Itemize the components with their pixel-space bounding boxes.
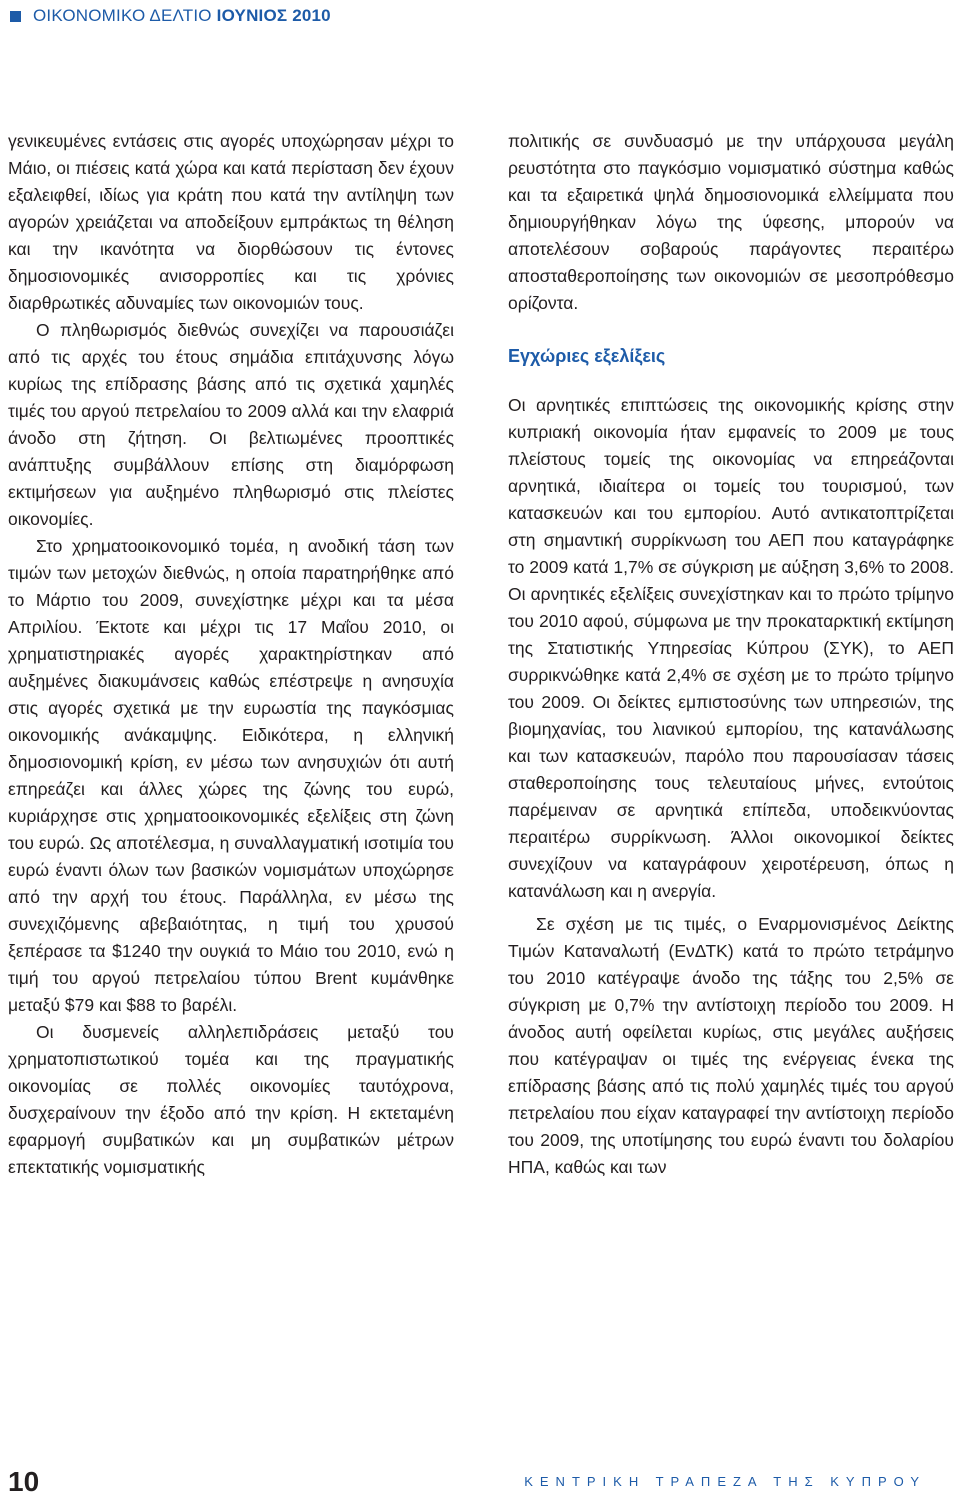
issue-date: ΙΟΥΝΙΟΣ 2010 xyxy=(216,6,331,25)
left-paragraph-2: Ο πληθωρισμός διεθνώς συνεχίζει να παρουσιάζει από τις αρχές του έτους σημάδια επιτάχυνσης λόγω κυρίως της επίδρασης βάσης από τις σχετικά χαμηλές τιμές του αργού πετρελαίου το 2009 αλλά και την ελαφριά άνοδο στη ζήτηση. Οι βελτιωμένες προοπτικές ανάπτυξης συμβάλλουν επίσης στη διαμόρφωση εκτιμήσεων για αυξημένο πληθωρισμό στις πλείστες οικονομίες. xyxy=(8,320,454,529)
section-heading: Εγχώριες εξελίξεις xyxy=(508,346,666,366)
header-square-marker xyxy=(10,11,21,22)
publisher-name: ΚΕΝΤΡΙΚΗ ΤΡΑΠΕΖΑ ΤΗΣ ΚΥΠΡΟΥ xyxy=(524,1474,926,1489)
left-paragraph-1: γενικευμένες εντάσεις στις αγορές υποχώρησαν μέχρι το Μάιο, οι πιέσεις κατά χώρα και κατά περίσταση δεν έχουν εξαλειφθεί, ιδίως για κράτη που κατά την αντίληψη των αγορών χρειάζεται να αποδείξουν εμπράκτως τη θέληση και την ικανότητα να διορθώσουν τις έντονες δημοσιονομικές ανισορροπίες και τις χρόνιες διαρθρωτικές αδυναμίες των οικονομιών τους. xyxy=(8,131,454,313)
right-paragraph-2: Οι αρνητικές επιπτώσεις της οικονομικής κρίσης στην κυπριακή οικονομία ήταν εμφανείς το 2009 με τους πλείστους τομείς της οικονομίας να επηρεάζονται αρνητικά, ιδιαίτερα οι τομείς του τουρισμού, των κατασκευών και του εμπορίου. Αυτό αντικατοπτρίζεται στη σημαντική συρρίκνωση του ΑΕΠ που καταγράφηκε το 2009 κατά 1,7% σε σύγκριση με αύξηση 3,6% το 2008. Οι αρνητικές εξελίξεις συνεχίστηκαν και το πρώτο τρίμηνο του 2010 αφού, σύμφωνα με την προκαταρκτική εκτίμηση της Στατιστικής Υπηρεσίας Κύπρου (ΣΥΚ), το ΑΕΠ συρρικνώθηκε κατά 2,4% σε σχέση με το πρώτο τρίμηνο του 2009. Οι δείκτες εμπιστοσύνης των υπηρεσιών, της βιομηχανίας, του λιανικού εμπορίου, της κατανάλωσης και των κατασκευών, παρόλο που παρουσίασαν τάσεις σταθεροποίησης τους τελευταίους μήνες, εντούτοις παρέμειναν σε αρνητικά επίπεδα, υποδεικνύοντας περαιτέρω συρρίκνωση. Άλλοι οικονομικοί δείκτες συνεχίζουν να καταγράφουν χειροτέρευση, όπως η κατανάλωση και η ανεργία. xyxy=(508,395,954,901)
right-column xyxy=(508,128,954,1181)
right-paragraph-3: Σε σχέση με τις τιμές, ο Εναρμονισμένος Δείκτης Τιμών Καταναλωτή (ΕνΔΤΚ) κατά το πρώτο τετράμηνο του 2010 κατέγραψε άνοδο της τάξης του 2,5% σε σύγκριση με 0,7% την αντίστοιχη περίοδο του 2009. Η άνοδος αυτή οφείλεται κυρίως, στις μεγάλες αυξήσεις που κατέγραψαν οι τιμές της ενέργειας ένεκα της επίδρασης βάσης από τις πολύ χαμηλές τιμές του αργού πετρελαίου που είχαν καταγραφεί την αντίστοιχη περίοδο του 2009, της υποτίμησης του ευρώ έναντι του δολαρίου ΗΠΑ, καθώς και των xyxy=(508,914,954,1177)
header-title xyxy=(33,6,331,26)
page-number: 10 xyxy=(8,1466,40,1497)
left-paragraph-4: Οι δυσμενείς αλληλεπιδράσεις μεταξύ του χρηματοπιστωτικού τομέα και της πραγματικής οικονομίας σε πολλές οικονομίες ταυτόχρονα, δυσχεραίνουν την έξοδο από την κρίση. Η εκτεταμένη εφαρμογή συμβατικών και μη συμβατικών μέτρων επεκτατικής νομισματικής xyxy=(8,1022,454,1177)
bulletin-title: ΟΙΚΟΝΟΜΙΚΟ ΔΕΛΤΙΟ xyxy=(33,6,212,25)
left-paragraph-3: Στο χρηματοοικονομικό τομέα, η ανοδική τάση των τιμών των μετοχών διεθνώς, η οποία παρατηρήθηκε από το Μάρτιο του 2009, συνεχίστηκε μέχρι και τα μέσα Απριλίου. Έκτοτε και μέχρι τις 17 Μαΐου 2010, οι χρηματιστηριακές αγορές χαρακτηρίστηκαν από αυξημένες διακυμάνσεις καθώς επέστρεψε η ανησυχία στις αγορές σχετικά με την ευρωστία της παγκόσμιας οικονομικής ανάκαμψης. Ειδικότερα, η ελληνική δημοσιονομική κρίση, εν μέσω των ανησυχιών ότι αυτή επηρεάζει και άλλες χώρες της ζώνης του ευρώ, κυριάρχησε στις χρηματοοικονομικές εξελίξεις στη ζώνη του ευρώ. Ως αποτέλεσμα, η συναλλαγματική ισοτιμία του ευρώ έναντι όλων των βασικών νομισμάτων υποχώρησε από την αρχή του έτους. Παράλληλα, εν μέσω της συνεχιζόμενης αβεβαιότητας, η τιμή του χρυσού ξεπέρασε τα $1240 την ουγκιά το Μάιο του 2010, ενώ η τιμή του αργού πετρελαίου τύπου Brent κυμάνθηκε μεταξύ $79 και $88 το βαρέλι. xyxy=(8,536,454,1015)
left-column xyxy=(8,128,454,1181)
right-paragraph-1: πολιτικής σε συνδυασμό με την υπάρχουσα μεγάλη ρευστότητα στο παγκόσμιο νομισματικό σύστημα καθώς και τα εξαιρετικά ψηλά δημοσιονομικά ελλείμματα που δημιουργήθηκαν λόγω της ύφεσης, μπορούν να αποτελέσουν σοβαρούς παράγοντες περαιτέρω αποσταθεροποίησης των οικονομιών σε μεσοπρόθεσμο ορίζοντα. xyxy=(508,131,954,313)
page-header xyxy=(10,4,331,28)
